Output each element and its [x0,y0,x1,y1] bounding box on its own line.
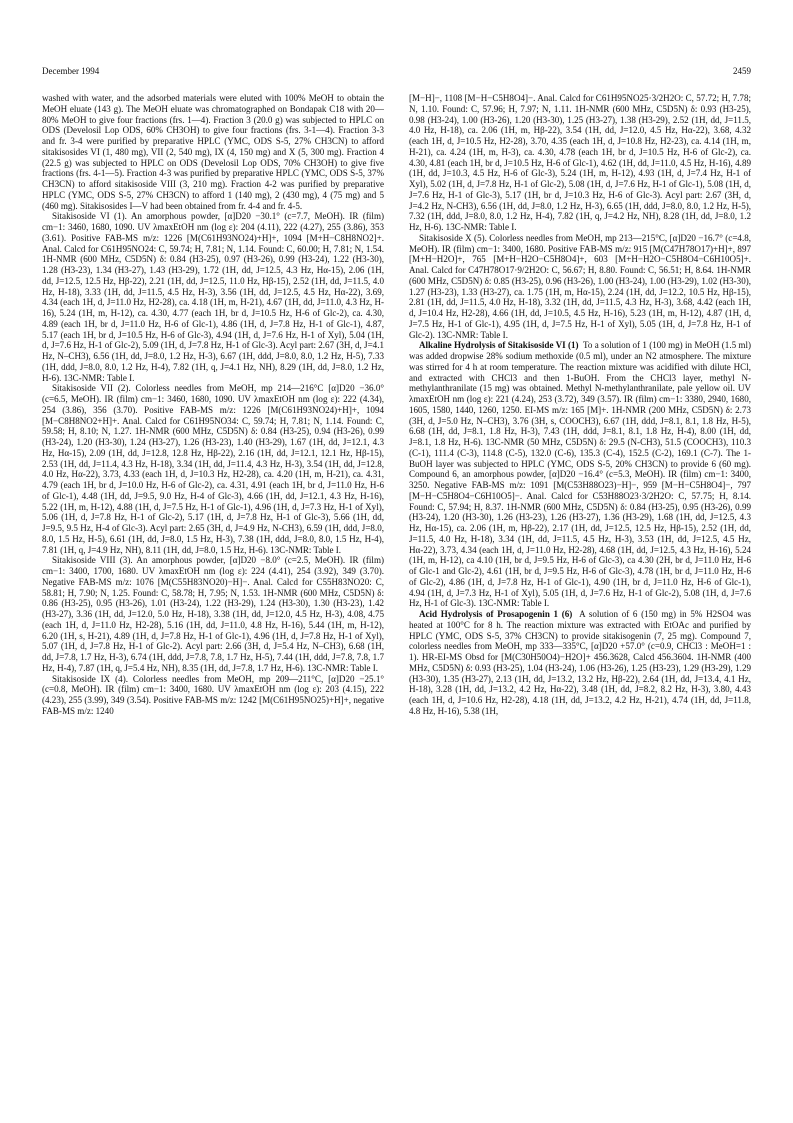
paragraph [42,383,384,555]
section-heading: Acid Hydrolysis of Prosapogenin 1 (6) [419,609,573,619]
paragraph-text: A solution of 6 (150 mg) in 5% H2SO4 was heated at 100°C for 8 h. The reaction mixture was extracted with EtOAc and purified by HPLC (YMC, ODS S-5, 37% CH3CN) to provide sitakisogenin (7, 25 mg). Compound 7, colorless needles from MeOH, mp 333—335°C, [α]D20 +57.0° (c=0.9, CHCl3 : MeOH=1 : 1). HR-EI-MS Obsd for [M(C30H50O4)−H2O]+ 456.3628, Calcd 456.3604. 1H-NMR (400 MHz, C5D5N) δ: 0.93 (H3-25), 1.04 (H3-24), 1.06 (H3-26), 1.25 (H3-23), 1.29 (H3-29), 1.29 (H3-30), 1.35 (H3-27), 2.13 (1H, dd, J=13.2, 13.2 Hz, Hβ-22), 2.64 (1H, dd, J=13.4, 4.1 Hz, H-18), 3.28 (1H, dd, J=13.2, 4.2 Hz, Hα-22), 3.48 (1H, dd, J=8.2, 8.2 Hz, H-3), 3.80, 4.43 (each 1H, d, J=10.6 Hz, H2-28), 4.18 (1H, dd, J=13.2, 4.2 Hz, H-21), 4.74 (1H, dd, J=11.8, 4.8 Hz, H-16), 5.38 (1H, [409,609,751,716]
left-column [42,93,384,1093]
paragraph-text: [M−H]−, 1108 [M−H−C5H8O4]−. Anal. Calcd for C61H95NO25·3/2H2O: C, 57.72; H, 7.78; N, 1.10. Found: C, 57.96; H, 7.97; N, 1.11. 1H-NMR (600 MHz, C5D5N) δ: 0.93 (H3-25), 0.98 (H3-24), 1.00 (H3-26), 1.20 (H3-30), 1.25 (H3-27), 1.38 (H3-29), 2.52 (1H, dd, J=11.5, 4.0 Hz, H-18), ca. 2.06 (1H, m, Hβ-22), 3.54 (1H, dd, J=12.0, 4.5 Hz, Hα-22), 3.68, 4.32 (each 1H, d, J=10.5 Hz, H2-28), 3.70, 4.35 (each 1H, d, J=10.8 Hz, H2-23), ca. 4.14 (1H, m, H-21), ca. 4.24 (1H, m, H-3), ca. 4.30, 4.78 (each 1H, br d, J=10.5 Hz, H-6 of Glc-2), ca. 4.30, 4.81 (each 1H, br d, J=10.5 Hz, H-6 of Glc-1), 4.62 (1H, dd, J=11.0, 4.5 Hz, H-16), 4.89 (1H, dd, J=10.3, 4.5 Hz, H-6 of Glc-3), 5.24 (1H, m, H-12), 4.93 (1H, d, J=7.4 Hz, H-1 of Xyl), 5.02 (1H, d, J=7.8 Hz, H-1 of Glc-2), 5.08 (1H, d, J=7.6 Hz, H-1 of Glc-1), 5.08 (1H, d, J=7.6 Hz, H-1 of Glc-3), 5.17 (1H, br d, J=10.3 Hz, H-6 of Glc-3). Acyl part: 2.67 (3H, d, J=4.2 Hz, N-CH3), 6.56 (1H, dd, J=8.0, 1.2 Hz, H-3), 6.65 (1H, ddd, J=8.0, 8.0, 1.2 Hz, H-5), 7.32 (1H, ddd, J=8.0, 8.0, 1.2 Hz, H-4), 7.82 (1H, q, J=4.2 Hz, NH), 8.28 (1H, dd, J=8.0, 1.2 Hz, H-6). 13C-NMR: Table I. [409,93,751,232]
paragraph-text: Sitakisoside VII (2). Colorless needles from MeOH, mp 214—216°C [α]D20 −36.0° (c=6.5, MeOH). IR (film) cm−1: 3460, 1680, 1090. UV λmaxEtOH nm (log ε): 222 (4.34), 254 (3.86), 356 (3.70). Positive FAB-MS m/z: 1226 [M(C61H93NO24)+H]+, 1094 [M−C8H8NO2+H]+. Anal. Calcd for C61H95NO34: C, 59.74; H, 7.81; N, 1.14. Found: C, 59.58; H, 8.10; N, 1.27. 1H-NMR (600 MHz, C5D5N) δ: 0.84 (H3-25), 0.94 (H3-26), 0.99 (H3-24), 1.20 (H3-30), 1.24 (H3-27), 1.26 (H3-23), 1.40 (H3-29), 1.67 (1H, dd, J=12.1, 4.3 Hz, Hα-15), 2.09 (1H, dd, J=12.8, 12.8 Hz, Hβ-22), 2.16 (1H, dd, J=12.1, 12.1 Hz, Hβ-15), 2.53 (1H, dd, J=11.4, 4.3 Hz, H-18), 3.34 (1H, dd, J=11.4, 4.3 Hz, H-3), 3.54 (1H, dd, J=12.8, 4.0 Hz, Hα-22), 3.73, 4.33 (each 1H, d, J=10.3 Hz, H2-28), ca. 4.20 (1H, m, H-21), ca. 4.31, 4.79 (each 1H, br d, J=10.0 Hz, H-6 of Glc-2), ca. 4.31, 4.91 (each 1H, br d, J=11.0 Hz, H-6 of Glc-1), 4.48 (1H, dd, J=9.5, 9.0 Hz, H-4 of Glc-3), 4.66 (1H, dd, J=12.1, 4.3 Hz, H-16), 5.22 (1H, m, H-12), 4.88 (1H, d, J=7.5 Hz, H-1 of Glc-1), 4.96 (1H, d, J=7.3 Hz, H-1 of Xyl), 5.06 (1H, d, J=7.8 Hz, H-1 of Glc-2), 5.17 (1H, d, J=7.8 Hz, H-1 of Glc-3), 5.66 (1H, dd, J=9.5, 9.5 Hz, H-4 of Glc-3). Acyl part: 2.65 (3H, d, J=4.9 Hz, N-CH3), 6.59 (1H, ddd, J=8.0, 8.0, 1.5 Hz, H-5), 6.61 (1H, dd, J=8.0, 1.5 Hz, H-3), 7.38 (1H, ddd, J=8.0, 8.0, 1.5 Hz, H-4), 7.81 (1H, q, J=4.9 Hz, NH), 8.11 (1H, dd, J=8.0, 1.5 Hz, H-6). 13C-NMR: Table I. [42,383,384,555]
paragraph [42,211,384,383]
paragraph-text: Sitakisoside VI (1). An amorphous powder, [α]D20 −30.1° (c=7.7, MeOH). IR (film) cm−1: 3460, 1680, 1090. UV λmaxEtOH nm (log ε): 204 (4.11), 222 (4.27), 255 (3.86), 353 (3.61). Positive FAB-MS m/z: 1226 [M(C61H93NO24)+H]+, 1094 [M+H−C8H8NO2]+. Anal. Calcd for C61H95NO24: C, 59.74; H, 7.81; N, 1.14. Found: C, 60.00; H, 7.81; N, 1.54. 1H-NMR (600 MHz, C5D5N) δ: 0.84 (H3-25), 0.97 (H3-26), 0.99 (H3-24), 1.22 (H3-30), 1.28 (H3-23), 1.34 (H3-27), 1.43 (H3-29), 1.72 (1H, dd, J=12.5, 4.3 Hz, Hα-15), 2.06 (1H, dd, J=12.5, 12.5 Hz, Hβ-22), 2.21 (1H, dd, J=12.5, 11.0 Hz, Hβ-15), 2.52 (1H, dd, J=11.5, 4.0 Hz, H-18), 3.33 (1H, dd, J=11.5, 4.5 Hz, H-3), 3.56 (1H, dd, J=12.5, 4.5 Hz, Hα-22), 3.69, 4.34 (each 1H, d, J=11.0 Hz, H2-28), ca. 4.18 (1H, m, H-21), 4.67 (1H, dd, J=11.0, 4.3 Hz, H-16), 5.24 (1H, m, H-12), ca. 4.30, 4.77 (each 1H, br d, J=10.5 Hz, H-6 of Glc-2), ca. 4.30, 4.89 (each 1H, br d, J=11.0 Hz, H-6 of Glc-1), 4.86 (1H, d, J=7.8 Hz, H-1 of Glc-1), 4.87, 5.17 (each 1H, br d, J=10.5 Hz, H-6 of Glc-3), 4.94 (1H, d, J=7.6 Hz, H-1 of Xyl), 5.04 (1H, d, J=7.6 Hz, H-1 of Glc-2), 5.09 (1H, d, J=7.8 Hz, H-1 of Glc-3). Acyl part: 2.67 (3H, d, J=4.1 Hz, N–CH3), 6.56 (1H, dd, J=8.0, 1.2 Hz, H-3), 6.67 (1H, ddd, J=8.0, 8.0, 1.2 Hz, H-5), 7.33 (1H, ddd, J=8.0, 8.0, 1.2 Hz, H-4), 7.82 (1H, q, J=4.1 Hz, NH), 8.29 (1H, dd, J=8.0, 1.2 Hz, H-6). 13C-NMR: Table I. [42,211,384,383]
right-column [409,93,751,1093]
paragraph [42,555,384,673]
paragraph [409,233,751,341]
paragraph [42,674,384,717]
page-number: 2459 [733,66,751,76]
page-header [42,66,751,80]
paragraph-text: Sitakisoside VIII (3). An amorphous powder, [α]D20 −8.0° (c=2.5, MeOH). IR (film) cm−1: 3400, 1700, 1680. UV λmaxEtOH nm (log ε): 224 (4.41), 254 (3.92), 349 (3.70). Negative FAB-MS m/z: 1076 [M(C55H83NO20)−H]−. Anal. Calcd for C55H83NO20: C, 58.81; H, 7.90; N, 1.25. Found: C, 58.78; H, 7.95; N, 1.53. 1H-NMR (600 MHz, C5D5N) δ: 0.86 (H3-25), 0.95 (H3-26), 1.01 (H3-24), 1.22 (H3-29), 1.24 (H3-30), 1.30 (H3-23), 1.42 (H3-27), 3.36 (1H, dd, J=12.0, 5.0 Hz, H-18), 3.38 (1H, dd, J=12.0, 4.5 Hz, H-3), 4.08, 4.75 (each 1H, d, J=11.0 Hz, H2-28), 5.16 (1H, dd, J=11.0, 4.8 Hz, H-16), 5.44 (1H, m, H-12), 6.20 (1H, s, H-21), 4.89 (1H, d, J=7.8 Hz, H-1 of Glc-1), 4.96 (1H, d, J=7.8 Hz, H-1 of Xyl), 5.07 (1H, d, J=7.8 Hz, H-1 of Glc-2). Acyl part: 2.66 (3H, d, J=5.4 Hz, N–CH3), 6.68 (1H, dd, J=7.8, 1.7 Hz, H-3), 6.74 (1H, ddd, J=7.8, 7.8, 1.7 Hz, H-5), 7.44 (1H, ddd, J=7.8, 7.8, 1.7 Hz, H-4), 7.87 (1H, q, J=5.4 Hz, NH), 8.35 (1H, dd, J=7.8, 1.7 Hz, H-6). 13C-NMR: Table I. [42,555,384,673]
paragraph [409,93,751,233]
paragraph-text: washed with water, and the adsorbed materials were eluted with 100% MeOH to obtain the MeOH eluate (143 g). The MeOH eluate was chromatographed on Bondapak C18 with 20—80% MeOH to give four fractions (frs. 1—4). Fraction 3 (20.0 g) was subjected to HPLC on ODS (Develosil Lop ODS, 60% CH3OH) to give four fractions (frs. 3-1—4). Fraction 3-3 and fr. 3-4 were purified by preparative HPLC (YMC, ODS S-5, 27% CH3CN) to afford sitakisosides VI (1, 480 mg), VII (2, 540 mg), IX (4, 150 mg) and X (5, 300 mg). Fraction 4 (22.5 g) was subjected to HPLC on ODS (Develosil Lop ODS, 70% CH3OH) to give five fractions (frs. 4-1—5). Fraction 4-3 was purified by preparative HPLC (YMC, ODS S-5, 37% CH3CN) to afford sitakisoside VIII (3, 210 mg). Fraction 4-2 was purified by preparative HPLC (YMC, ODS S-5, 27% CH3CN) to afford 1 (140 mg), 2 (430 mg), 4 (75 mg) and 5 (460 mg). Sitakisosides I—V had been obtained from fr. 4-4 and fr. 4-5. [42,93,384,211]
paragraph-text: Sitakisoside IX (4). Colorless needles from MeOH, mp 209—211°C, [α]D20 −25.1° (c=0.8, MeOH). IR (film) cm−1: 3400, 1680. UV λmaxEtOH nm (log ε): 203 (4.15), 222 (4.23), 255 (3.99), 349 (3.54). Positive FAB-MS m/z: 1242 [M(C61H95NO25)+H]+, negative FAB-MS m/z: 1240 [42,673,384,716]
paragraph [409,340,751,609]
paragraph-text: To a solution of 1 (100 mg) in MeOH (1.5 ml) was added dropwise 28% sodium methoxide (0.5 ml), under an N2 atmosphere. The mixture was stirred for 4 h at room temperature. The reaction mixture was acidified with dilute HCl, and extracted with CHCl3 and then 1-BuOH. From the CHCl3 layer, methyl N-methylanthranilate (15 mg) was obtained. Methyl N-methylanthranilate, pale yellow oil. UV λmaxEtOH nm (log ε): 221 (4.24), 253 (3.72), 349 (3.57). IR (film) cm−1: 3380, 2940, 1680, 1605, 1580, 1440, 1260, 1250. EI-MS m/z: 165 [M]+. 1H-NMR (200 MHz, C5D5N) δ: 2.73 (3H, d, J=5.0 Hz, N–CH3), 3.76 (3H, s, COOCH3), 6.67 (1H, ddd, J=8.1, 8.1, 1.8 Hz, H-5), 6.68 (1H, dd, J=8.1, 1.8 Hz, H-3), 7.43 (1H, ddd, J=8.1, 8.1, 1.8 Hz, H-4), 8.00 (1H, dd, J=8.1, 1.8 Hz, H-6). 13C-NMR (50 MHz, C5D5N) δ: 29.5 (N-CH3), 51.5 (COOCH3), 110.3 (C-1), 111.4 (C-3), 114.8 (C-5), 132.0 (C-6), 135.3 (C-4), 152.5 (C-2), 169.1 (C-7). The 1-BuOH layer was subjected to HPLC (YMC, ODS S-5, 20% CH3CN) to provide 6 (60 mg). Compound 6, an amorphous powder, [α]D20 −16.4° (c=5.3, MeOH). IR (film) cm−1: 3400, 3250. Negative FAB-MS m/z: 1091 [M(C53H88O23)−H]−, 959 [M−H−C5H8O4]−, 797 [M−H−C5H8O4−C6H10O5]−. Anal. Calcd for C53H88O23·3/2H2O: C, 57.75; H, 8.14. Found: C, 57.94; H, 8.37. 1H-NMR (600 MHz, C5D5N) δ: 0.84 (H3-25), 0.95 (H3-26), 0.99 (H3-24), 1.20 (H3-30), 1.26 (H3-23), 1.26 (H3-27), 1.36 (H3-29), 1.68 (1H, dd, J=12.5, 4.3 Hz, Hα-15), ca. 2.06 (1H, m, Hβ-22), 2.17 (1H, dd, J=12.5, 12.5 Hz, Hβ-15), 2.52 (1H, dd, J=11.5, 4.0 Hz, H-18), 3.34 (1H, dd, J=11.5, 4.5 Hz, H-3), 3.53 (1H, dd, J=12.5, 4.5 Hz, Hα-22), 3.73, 4.34 (each 1H, d, J=11.0 Hz, H2-28), 4.68 (1H, dd, J=12.5, 4.3 Hz, H-16), 5.24 (1H, m, H-12), ca 4.10 (1H, br d, J=9.5 Hz, H-6 of Glc-3), ca 4.30 (2H, br d, J=11.0 Hz, H-6 of Glc-1 and Glc-2), 4.61 (1H, br d, J=9.5 Hz, H-6 of Glc-3), 4.78 (1H, br d, J=11.0 Hz, H-6 of Glc-2), 4.86 (1H, d, J=7.8 Hz, H-1 of Glc-1), 4.90 (1H, br d, J=11.0 Hz, H-6 of Glc-1), 4.94 (1H, d, J=7.3 Hz, H-1 of Xyl), 5.05 (1H, d, J=7.6 Hz, H-1 of Glc-2), 5.08 (1H, d, J=7.6 Hz, H-1 of Glc-3). 13C-NMR: Table I. [409,340,751,609]
paragraph [42,93,384,211]
section-heading: Alkaline Hydrolysis of Sitakisoside VI (1) [419,340,579,351]
issue-date: December 1994 [42,66,100,76]
paragraph-text: Sitakisoside X (5). Colorless needles from MeOH, mp 213—215°C, [α]D20 −16.7° (c=4.8, MeOH). IR (film) cm−1: 3400, 1680. Positive FAB-MS m/z: 915 [M(C47H78O17)+H]+, 897 [M+H−H2O]+, 765 [M+H−H2O−C5H8O4]+, 603 [M+H−H2O−C5H8O4−C6H10O5]+. Anal. Calcd for C47H78O17·9/2H2O: C, 56.67; H, 8.80. Found: C, 56.51; H, 8.64. 1H-NMR (600 MHz, C5D5N) δ: 0.85 (H3-25), 0.96 (H3-26), 1.00 (H3-24), 1.00 (H3-29), 1.02 (H3-30), 1.27 (H3-23), 1.33 (H3-27), ca. 1.75 (1H, m, Hα-15), 2.24 (1H, dd, J=12.2, 10.5 Hz, Hβ-15), 2.81 (1H, dd, J=11.5, 4.0 Hz, H-18), 3.32 (1H, dd, J=11.5, 4.3 Hz, H-3), 3.68, 4.42 (each 1H, d, J=10.4 Hz, H2-28), 4.66 (1H, dd, J=10.5, 4.5 Hz, H-16), 5.23 (1H, m, H-12), 4.87 (1H, d, J=7.5 Hz, H-1 of Glc-1), 4.95 (1H, d, J=7.5 Hz, H-1 of Xyl), 5.05 (1H, d, J=7.8 Hz, H-1 of Glc-2). 13C-NMR: Table I. [409,232,751,340]
paragraph [409,609,751,717]
